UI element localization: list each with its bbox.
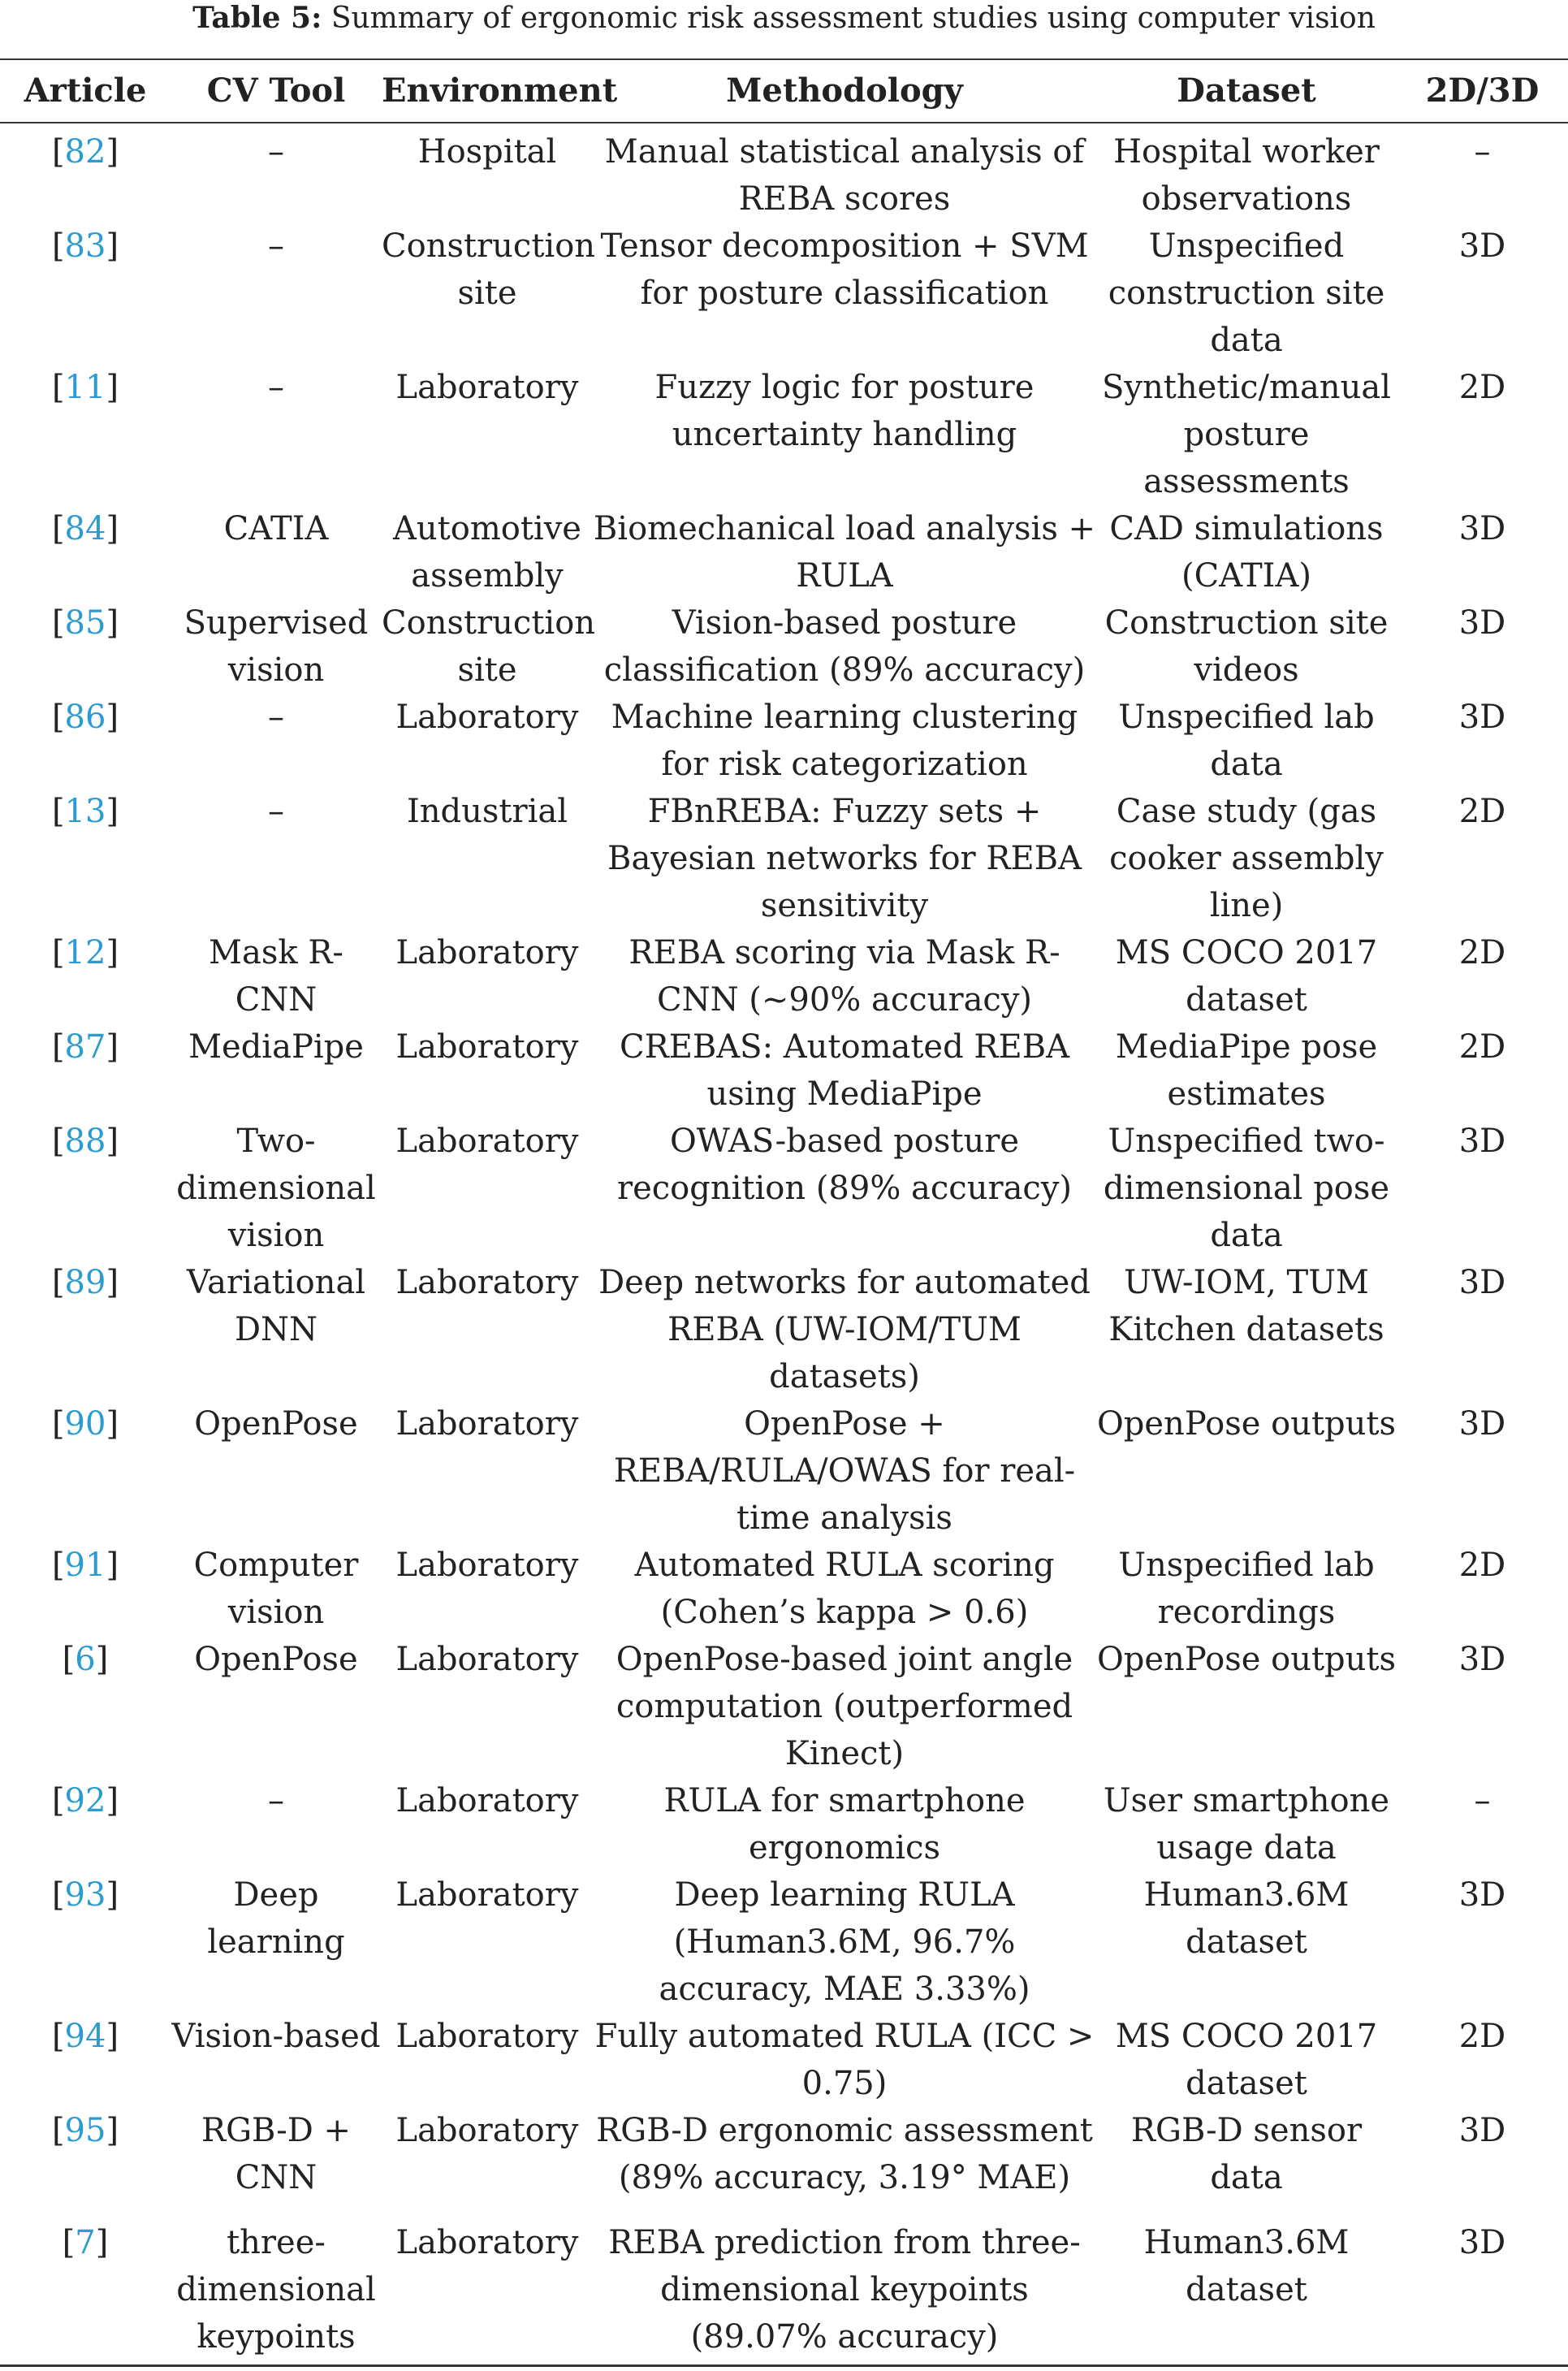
cell-environment: Automotive assembly	[393, 510, 581, 595]
cell-environment: Laboratory	[395, 2224, 579, 2261]
cell-environment: Laboratory	[395, 1876, 579, 1914]
cell-environment: Laboratory	[395, 1123, 579, 1160]
cell-methodology: OWAS-based posture recognition (89% accuracy)	[616, 1123, 1073, 1207]
cell-cv-tool: Computer vision	[193, 1547, 359, 1631]
citation-link[interactable]: 88	[64, 1123, 106, 1160]
citation-link[interactable]: 95	[64, 2112, 106, 2149]
cell-cv-tool: –	[268, 1782, 284, 1819]
cell-methodology: OpenPose + REBA/RULA/OWAS for real-time analysis	[613, 1405, 1076, 1537]
citation-link[interactable]: 93	[64, 1876, 106, 1914]
header-methodology: Methodology	[726, 71, 963, 110]
cell-environment: Laboratory	[395, 2018, 579, 2055]
cell-dimension: 3D	[1458, 2112, 1506, 2149]
table-caption-label: Table 5:	[192, 1, 322, 35]
cell-methodology: FBnREBA: Fuzzy sets + Bayesian networks for REBA sensitivity	[607, 793, 1082, 924]
cell-article: [82]	[51, 133, 119, 171]
cell-environment: Construction site	[382, 604, 596, 689]
cell-dataset: Unspecified two-dimensional pose data	[1103, 1123, 1390, 1254]
cell-article: [12]	[51, 934, 119, 971]
cell-dataset: OpenPose outputs	[1096, 1641, 1396, 1678]
table-bottom-rule	[0, 2365, 1568, 2367]
cell-methodology: Fully automated RULA (ICC > 0.75)	[594, 2018, 1095, 2102]
cell-article: [11]	[51, 369, 119, 406]
cell-environment: Laboratory	[395, 1264, 579, 1301]
cell-environment: Industrial	[406, 793, 568, 830]
cell-methodology: REBA scoring via Mask R-CNN (~90% accuracy)	[628, 934, 1060, 1019]
cell-methodology: Fuzzy logic for posture uncertainty handling	[654, 369, 1035, 453]
cell-dataset: MediaPipe pose estimates	[1115, 1028, 1378, 1113]
header-dimension: 2D/3D	[1425, 71, 1540, 110]
cell-environment: Laboratory	[395, 369, 579, 406]
cell-methodology: Vision-based posture classification (89% accuracy)	[603, 604, 1086, 689]
cell-article: [84]	[51, 510, 119, 547]
header-cv-tool: CV Tool	[206, 71, 346, 110]
citation-link[interactable]: 84	[64, 510, 106, 547]
cell-dataset: OpenPose outputs	[1096, 1405, 1396, 1443]
cell-dimension: 3D	[1458, 1405, 1506, 1443]
cell-dimension: 3D	[1458, 1264, 1506, 1301]
cell-methodology: CREBAS: Automated REBA using MediaPipe	[619, 1028, 1070, 1113]
cell-methodology: RGB-D ergonomic assessment (89% accuracy, 3.19° MAE)	[596, 2112, 1093, 2196]
citation-link[interactable]: 82	[64, 133, 106, 171]
cell-cv-tool: Mask R-CNN	[209, 934, 343, 1019]
cell-methodology: RULA for smartphone ergonomics	[663, 1782, 1026, 1867]
cell-cv-tool: OpenPose	[194, 1405, 358, 1443]
header-article: Article	[24, 71, 147, 110]
cell-dimension: 2D	[1458, 793, 1506, 830]
header-dataset: Dataset	[1177, 71, 1316, 110]
cell-methodology: REBA prediction from three-dimensional keypoints (89.07% accuracy)	[608, 2224, 1081, 2356]
cell-environment: Laboratory	[395, 1547, 579, 1584]
cell-dimension: 3D	[1458, 227, 1506, 265]
cell-methodology: Deep networks for automated REBA (UW-IOM/TUM datasets)	[598, 1264, 1091, 1395]
cell-dataset: Unspecified lab data	[1118, 699, 1375, 783]
citation-link[interactable]: 87	[64, 1028, 106, 1066]
cell-methodology: Automated RULA scoring (Cohen’s kappa > 0.6)	[634, 1547, 1055, 1631]
cell-environment: Laboratory	[395, 2112, 579, 2149]
citation-link[interactable]: 90	[64, 1405, 106, 1443]
cell-article: [83]	[51, 227, 119, 265]
cell-environment: Laboratory	[395, 934, 579, 971]
cell-cv-tool: –	[268, 793, 284, 830]
citation-link[interactable]: 91	[64, 1547, 106, 1584]
header-environment: Environment	[382, 71, 618, 110]
cell-article: [13]	[51, 793, 119, 830]
cell-cv-tool: OpenPose	[194, 1641, 358, 1678]
table-caption	[0, 0, 1568, 36]
citation-link[interactable]: 6	[75, 1641, 96, 1678]
cell-dimension: 3D	[1458, 2224, 1506, 2261]
cell-article: [89]	[51, 1264, 119, 1301]
cell-article: [91]	[51, 1547, 119, 1584]
cell-cv-tool: MediaPipe	[188, 1028, 364, 1066]
cell-dataset: User smartphone usage data	[1103, 1782, 1390, 1867]
cell-cv-tool: Supervised vision	[184, 604, 369, 689]
cell-dimension: 2D	[1458, 1028, 1506, 1066]
cell-dimension: 3D	[1458, 1123, 1506, 1160]
cell-article: [85]	[51, 604, 119, 642]
cell-cv-tool: RGB-D + CNN	[201, 2112, 352, 2196]
cell-cv-tool: –	[268, 227, 284, 265]
cell-article: [92]	[51, 1782, 119, 1819]
citation-link[interactable]: 11	[64, 369, 106, 406]
cell-dataset: Human3.6M dataset	[1143, 1876, 1350, 1961]
cell-dimension: –	[1474, 1782, 1491, 1819]
cell-article: [95]	[51, 2112, 119, 2149]
cell-dataset: MS COCO 2017 dataset	[1115, 2018, 1378, 2102]
cell-article: [86]	[51, 699, 119, 736]
cell-environment: Laboratory	[395, 699, 579, 736]
cell-cv-tool: Deep learning	[207, 1876, 345, 1961]
table-header-rule	[0, 122, 1568, 123]
citation-link[interactable]: 7	[75, 2224, 96, 2261]
cell-environment: Laboratory	[395, 1028, 579, 1066]
cell-cv-tool: –	[268, 369, 284, 406]
cell-methodology: Deep learning RULA (Human3.6M, 96.7% accuracy, MAE 3.33%)	[659, 1876, 1030, 2008]
cell-dataset: Construction site videos	[1104, 604, 1389, 689]
cell-environment: Laboratory	[395, 1782, 579, 1819]
citation-link[interactable]: 86	[64, 699, 106, 736]
table-top-rule	[0, 58, 1568, 60]
cell-environment: Hospital	[417, 133, 557, 171]
cell-dataset: Unspecified construction site data	[1108, 227, 1385, 359]
cell-dataset: MS COCO 2017 dataset	[1115, 934, 1378, 1019]
cell-cv-tool: Vision-based	[171, 2018, 381, 2055]
cell-environment: Laboratory	[395, 1405, 579, 1443]
citation-link[interactable]: 13	[64, 793, 106, 830]
cell-environment: Laboratory	[395, 1641, 579, 1678]
cell-dimension: 3D	[1458, 699, 1506, 736]
cell-dataset: Unspecified lab recordings	[1118, 1547, 1375, 1631]
cell-article: [88]	[51, 1123, 119, 1160]
cell-dataset: RGB-D sensor data	[1130, 2112, 1363, 2196]
cell-dimension: 3D	[1458, 604, 1506, 642]
cell-dimension: 2D	[1458, 369, 1506, 406]
cell-methodology: Manual statistical analysis of REBA scores	[604, 133, 1085, 218]
cell-environment: Construction site	[382, 227, 596, 312]
cell-cv-tool: –	[268, 133, 284, 171]
cell-article: [93]	[51, 1876, 119, 1914]
cell-article: [6]	[62, 1641, 109, 1678]
cell-article: [87]	[51, 1028, 119, 1066]
cell-dimension: 2D	[1458, 934, 1506, 971]
cell-dimension: 3D	[1458, 1876, 1506, 1914]
cell-methodology: Machine learning clustering for risk categorization	[611, 699, 1078, 783]
cell-dimension: 2D	[1458, 2018, 1506, 2055]
cell-dimension: –	[1474, 133, 1491, 171]
citation-link[interactable]: 89	[64, 1264, 106, 1301]
cell-methodology: Tensor decomposition + SVM for posture classification	[600, 227, 1089, 312]
cell-dimension: 2D	[1458, 1547, 1506, 1584]
cell-dimension: 3D	[1458, 1641, 1506, 1678]
cell-dimension: 3D	[1458, 510, 1506, 547]
cell-article: [7]	[62, 2224, 109, 2261]
citation-link[interactable]: 83	[64, 227, 106, 265]
cell-article: [94]	[51, 2018, 119, 2055]
table-caption-text: Summary of ergonomic risk assessment studies using computer vision	[330, 2, 1376, 35]
citation-link[interactable]: 12	[64, 934, 106, 971]
cell-dataset: Synthetic/manual posture assessments	[1102, 369, 1391, 500]
cell-cv-tool: three-dimensional keypoints	[176, 2224, 376, 2356]
cell-dataset: Human3.6M dataset	[1143, 2224, 1350, 2308]
cell-dataset: UW-IOM, TUM Kitchen datasets	[1108, 1264, 1384, 1348]
citation-link[interactable]: 94	[64, 2018, 106, 2055]
cell-cv-tool: Variational DNN	[186, 1264, 366, 1348]
cell-methodology: OpenPose-based joint angle computation (outperformed Kinect)	[616, 1641, 1073, 1772]
citation-link[interactable]: 85	[64, 604, 106, 642]
cell-dataset: Hospital worker observations	[1113, 133, 1380, 218]
cell-cv-tool: Two-dimensional vision	[176, 1123, 376, 1254]
cell-dataset: Case study (gas cooker assembly line)	[1109, 793, 1384, 924]
cell-cv-tool: –	[268, 699, 284, 736]
cell-cv-tool: CATIA	[223, 510, 329, 547]
cell-dataset: CAD simulations (CATIA)	[1109, 510, 1384, 595]
citation-link[interactable]: 92	[64, 1782, 106, 1819]
cell-methodology: Biomechanical load analysis + RULA	[593, 510, 1096, 595]
cell-article: [90]	[51, 1405, 119, 1443]
